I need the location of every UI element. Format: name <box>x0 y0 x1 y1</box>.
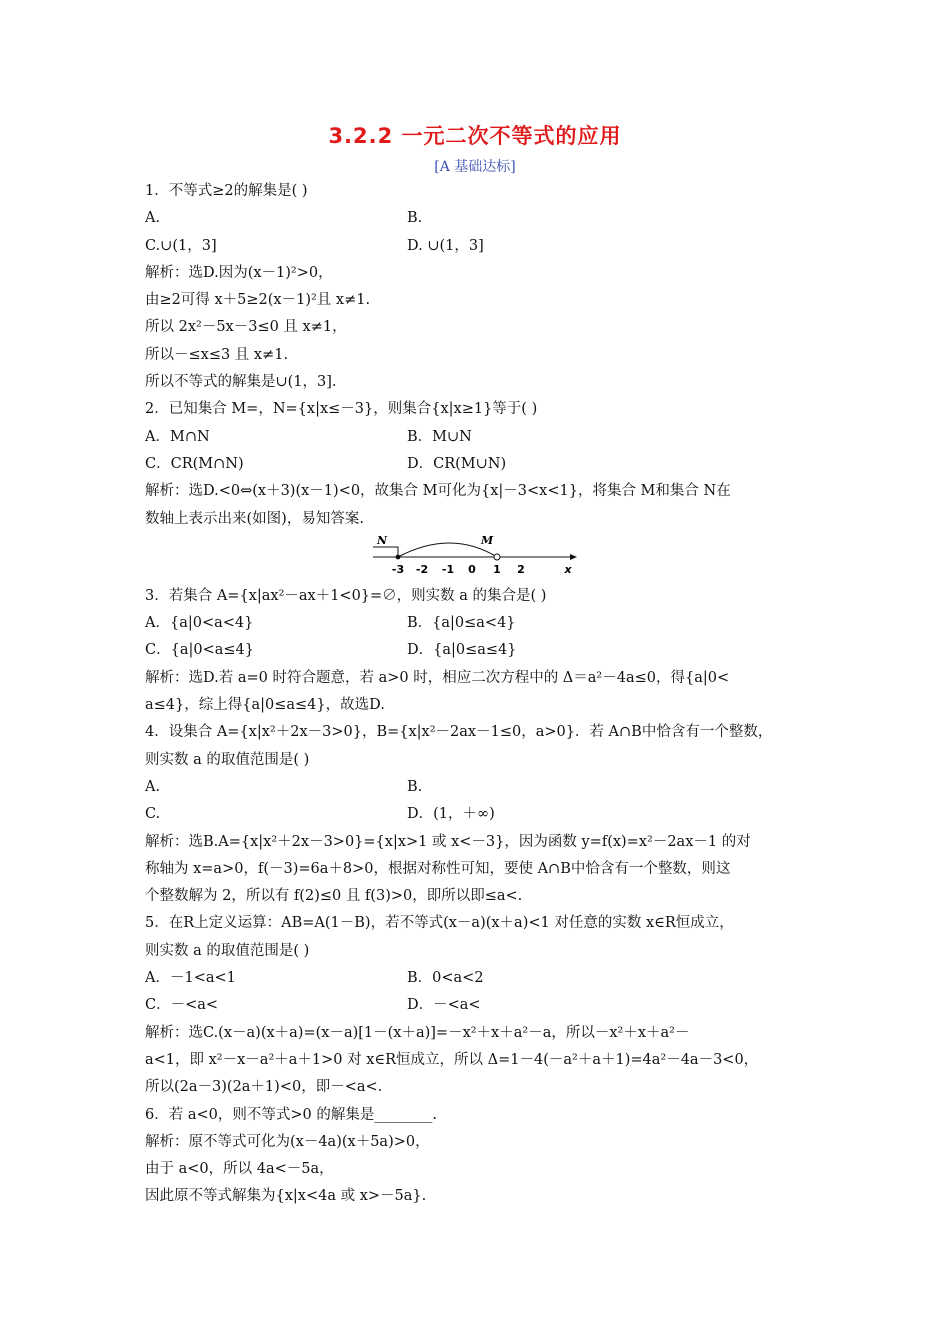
q5-options-cd <box>145 992 815 1019</box>
q3-option-d: D．{a|0≤a≤4} <box>407 642 517 659</box>
q5-stem-line: 则实数 a 的取值范围是( ) <box>145 942 310 959</box>
page-title: 3.2.2 一元二次不等式的应用 <box>328 124 622 148</box>
q2-options-ab <box>145 424 815 451</box>
q4-stem-line: 4．设集合 A={x|x²＋2x－3>0}，B={x|x²－2ax－1≤0，a>0}．若 A∩B中恰含有一个整数， <box>145 724 773 741</box>
q2-option-b: B．M∪N <box>407 428 472 445</box>
q2-stem: 2．已知集合 M=，N={x|x≤－3}，则集合{x|x≥1}等于( ) <box>145 401 538 418</box>
q5-option-b: B．0<a<2 <box>407 970 484 987</box>
q4-option-a: A. <box>145 778 161 795</box>
number-line-svg <box>365 533 585 579</box>
q4-option-b: B. <box>407 778 423 795</box>
q4-option-c: C. <box>145 806 161 823</box>
q1-solution-line: 所以 2x²－5x－3≤0 且 x≠1， <box>145 319 347 336</box>
q1-solution-line: 所以不等式的解集是∪(1，3]. <box>145 374 337 391</box>
q2-option-c: C．CR(M∩N) <box>145 455 244 472</box>
axis-label: x <box>564 562 572 576</box>
document-body <box>145 178 815 1211</box>
q3-solution-line: a≤4}，综上得{a|0≤a≤4}，故选D. <box>145 697 385 714</box>
q6-solution-line: 解析：原不等式可化为(x－4a)(x＋5a)>0， <box>145 1133 430 1150</box>
q3-option-b: B．{a|0≤a<4} <box>407 615 516 632</box>
q3-stem: 3．若集合 A={x|ax²－ax＋1<0}=∅，则实数 a 的集合是( ) <box>145 587 547 604</box>
q1-option-a: A. <box>145 210 161 227</box>
number-line-diagram <box>145 533 815 583</box>
q2-options-cd <box>145 451 815 478</box>
q6-stem: 6．若 a<0，则不等式>0 的解集是________. <box>145 1106 437 1123</box>
q5-option-a: A．－1<a<1 <box>145 970 236 987</box>
section-subtitle: [A 基础达标] <box>434 159 516 175</box>
set-m-label: M <box>481 533 494 547</box>
q5-options-ab <box>145 965 815 992</box>
q1-option-c: C.∪(1，3] <box>145 237 217 254</box>
q6-solution-line: 由于 a<0，所以 4a<－5a， <box>145 1161 334 1178</box>
tick-label: -3 <box>391 562 405 576</box>
q5-solution-line: 解析：选C.(x－a)(x＋a)=(x－a)[1－(x＋a)]=－x²＋x＋a²－a，所以－x²＋x＋a²－ <box>145 1024 690 1041</box>
q4-options-ab <box>145 774 815 801</box>
q2-option-d: D．CR(M∪N) <box>407 455 507 472</box>
q5-solution-line: a<1，即 x²－x－a²＋a＋1>0 对 x∈R恒成立，所以 Δ=1－4(－a²＋a＋1)=4a²－4a－3<0， <box>145 1051 759 1068</box>
q2-solution-line: 数轴上表示出来(如图)，易知答案. <box>145 510 364 527</box>
q4-solution-line: 称轴为 x=a>0，f(－3)=6a＋8>0，根据对称性可知，要使 A∩B中恰含有一个整数，则这 <box>145 860 731 877</box>
set-n-ray <box>373 547 398 557</box>
q4-solution-line: 个整数解为 2，所以有 f(2)≤0 且 f(3)>0，即所以即≤a<. <box>145 888 523 905</box>
set-n-label: N <box>377 533 388 547</box>
tick-label: 0 <box>468 562 476 576</box>
q1-solution-line: 解析：选D.因为(x－1)²>0， <box>145 264 333 281</box>
q5-option-d: D．－<a< <box>407 997 481 1014</box>
closed-point-neg3 <box>396 554 401 559</box>
q4-solution-line: 解析：选B.A={x|x²＋2x－3>0}={x|x>1 或 x<－3}，因为函数 y=f(x)=x²－2ax－1 的对 <box>145 833 751 850</box>
tick-label: 1 <box>493 562 501 576</box>
q1-options-ab <box>145 205 815 232</box>
q2-option-a: A．M∩N <box>145 428 210 445</box>
q5-stem-line: 5．在R上定义运算：AB=A(1－B)，若不等式(x－a)(x＋a)<1 对任意的实数 x∈R恒成立， <box>145 915 734 932</box>
q1-stem: 1．不等式≥2的解集是( ) <box>145 183 308 199</box>
q1-option-d: D. ∪(1，3] <box>407 237 484 254</box>
q5-solution-line: 所以(2a－3)(2a＋1)<0，即－<a<. <box>145 1079 383 1096</box>
q1-option-b: B. <box>407 210 423 227</box>
q3-option-c: C．{a|0<a≤4} <box>145 642 254 659</box>
axis-arrow <box>570 554 577 560</box>
q3-option-a: A．{a|0<a<4} <box>145 615 254 632</box>
q6-solution-line: 因此原不等式解集为{x|x<4a 或 x>－5a}. <box>145 1188 427 1205</box>
q1-solution-line: 所以－≤x≤3 且 x≠1. <box>145 346 289 363</box>
q2-solution-line: 解析：选D.<0⇔(x＋3)(x－1)<0，故集合 M可化为{x|－3<x<1}，将集合 M和集合 N在 <box>145 483 731 500</box>
q4-option-d: D．(1，＋∞) <box>407 806 495 823</box>
q3-solution-line: 解析：选D.若 a=0 时符合题意，若 a>0 时，相应二次方程中的 Δ＝a²－4a≤0，得{a|0< <box>145 669 730 686</box>
q4-options-cd <box>145 801 815 828</box>
q5-option-c: C．－<a< <box>145 997 219 1014</box>
q1-options-cd <box>145 233 815 260</box>
tick-label: -2 <box>415 562 429 576</box>
tick-label: -1 <box>441 562 455 576</box>
q1-solution-line: 由≥2可得 x＋5≥2(x－1)²且 x≠1. <box>145 292 371 309</box>
open-point-1 <box>494 554 500 560</box>
q3-options-ab <box>145 610 815 637</box>
q4-stem-line: 则实数 a 的取值范围是( ) <box>145 751 310 768</box>
tick-label: 2 <box>517 562 525 576</box>
q3-options-cd <box>145 637 815 664</box>
